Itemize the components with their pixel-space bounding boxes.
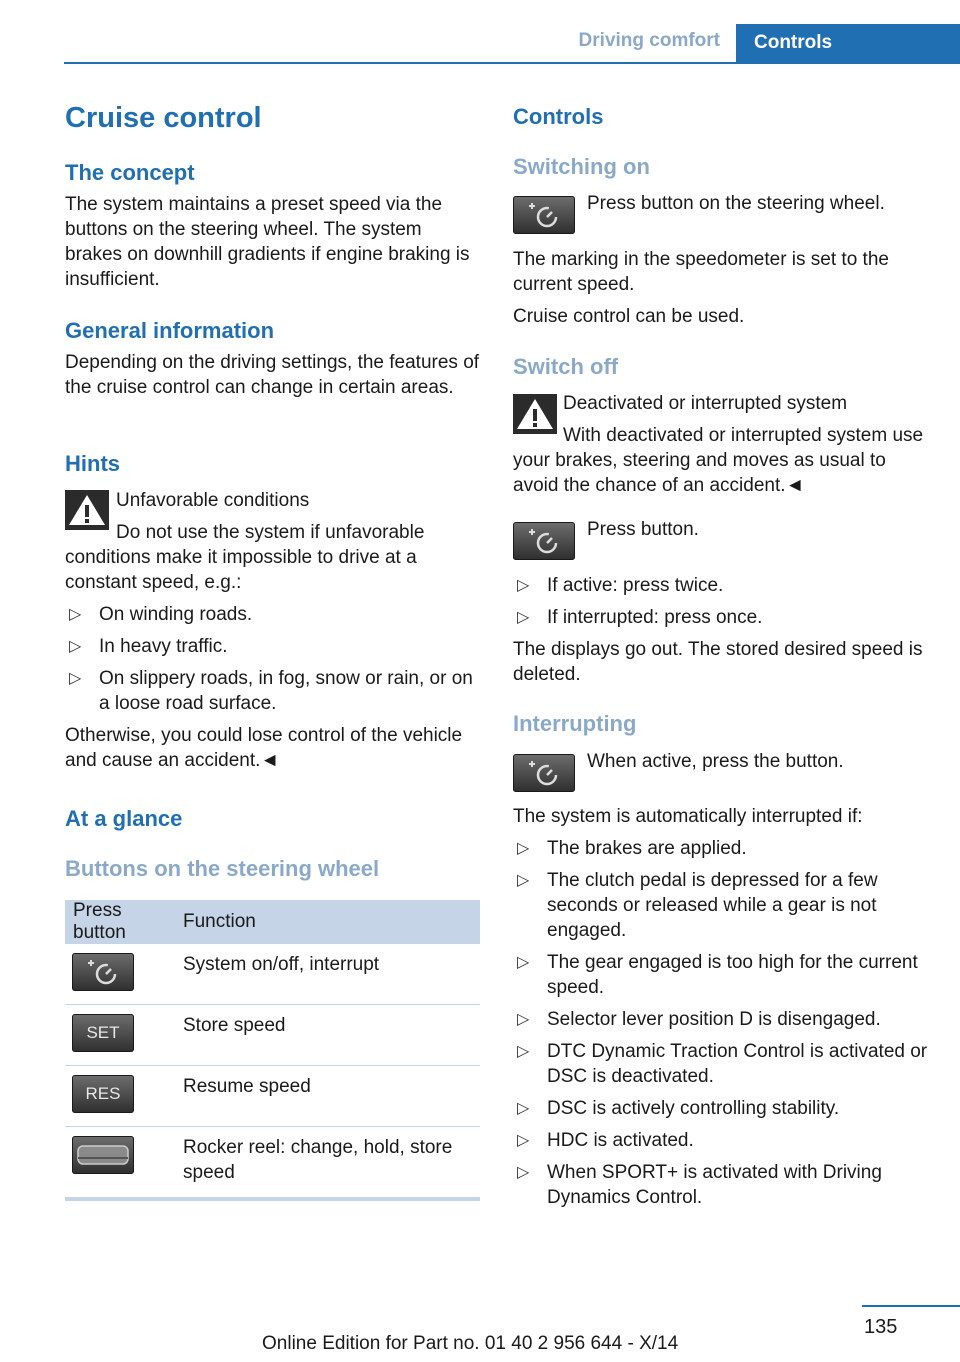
res-button-icon: RES <box>72 1075 134 1113</box>
switch-off-heading: Switch off <box>513 354 619 379</box>
bullet-triangle-icon: ▷ <box>69 606 82 623</box>
switch-on-text: Press button on the steering wheel. <box>587 193 885 214</box>
page-number: 135 <box>864 1316 898 1338</box>
list-item: ▷ The brakes are applied. <box>517 838 747 859</box>
page-title: Cruise control <box>65 102 262 134</box>
table-row <box>65 944 480 1005</box>
bullet-triangle-icon: ▷ <box>517 1132 530 1149</box>
warning-title: Deactivated or interrupted system <box>563 393 848 414</box>
table-row <box>65 1127 480 1200</box>
table-row <box>65 1005 480 1066</box>
controls-heading: Controls <box>513 104 604 129</box>
table-cell-function: Store speed <box>175 1005 480 1066</box>
page-header <box>64 24 960 64</box>
bullet-triangle-icon: ▷ <box>517 840 530 857</box>
cruise-control-icon <box>513 754 575 792</box>
table-header-row <box>65 900 480 944</box>
press-button-text: Press button. <box>587 519 699 540</box>
table-cell-function: Rocker reel: change, hold, store speed <box>175 1127 480 1200</box>
interrupting-heading: Interrupting <box>513 711 637 736</box>
table-cell-function: System on/off, interrupt <box>175 944 480 1005</box>
interrupt-bullet-list <box>513 836 928 1217</box>
table-header-press-button: Press button <box>65 900 175 944</box>
buttons-heading: Buttons on the steering wheel <box>65 856 380 881</box>
list-item: ▷ DTC Dynamic Traction Control is activated or DSC is deactivated. <box>517 1041 928 1087</box>
concept-heading: The concept <box>65 160 195 185</box>
rocker-reel-icon <box>72 1136 134 1174</box>
bullet-triangle-icon: ▷ <box>517 954 530 971</box>
bullet-triangle-icon: ▷ <box>517 1043 530 1060</box>
cruise-control-icon <box>513 522 575 560</box>
list-item: ▷ On slippery roads, in fog, snow or rain, or on a loose road surface. <box>69 668 473 714</box>
can-be-used-text: Cruise control can be used. <box>513 306 745 327</box>
header-chapter-tab: Controls <box>736 24 960 62</box>
warning-text: With deactivated or interrupted system use your brakes, steering and moves as usual to avoid the chance of an accident.◄ <box>513 425 924 496</box>
list-item: ▷ HDC is activated. <box>517 1130 694 1151</box>
list-item: ▷ Selector lever position D is disengaged. <box>517 1009 881 1030</box>
list-item: ▷ When SPORT+ is activated with Driving Dynamics Control. <box>517 1162 882 1208</box>
table-header-function: Function <box>175 900 480 944</box>
hint-title: Unfavorable conditions <box>116 490 310 511</box>
bullet-triangle-icon: ▷ <box>517 872 530 889</box>
marking-text: The marking in the speedometer is set to the current speed. <box>513 249 889 295</box>
hints-heading: Hints <box>65 451 120 476</box>
displays-out-text: The displays go out. The stored desired speed is deleted. <box>513 639 923 685</box>
general-text: Depending on the driving settings, the features of the cruise control can change in certain areas. <box>65 352 480 398</box>
hint-text: Do not use the system if unfavorable conditions make it impossible to drive at a constant speed, e.g.: <box>65 522 425 593</box>
footer-rule <box>862 1305 960 1307</box>
table-row <box>65 1066 480 1127</box>
switch-on-heading: Switching on <box>513 154 650 179</box>
switch-off-bullet-list <box>513 573 928 637</box>
cruise-control-icon <box>513 196 575 234</box>
when-active-text: When active, press the button. <box>587 751 844 772</box>
table-cell-function: Resume speed <box>175 1066 480 1127</box>
auto-interrupt-text: The system is automatically interrupted if: <box>513 806 863 827</box>
general-heading: General information <box>65 318 275 343</box>
glance-heading: At a glance <box>65 806 183 831</box>
list-item: ▷ If active: press twice. <box>517 575 724 596</box>
list-item: ▷ DSC is actively controlling stability. <box>517 1098 840 1119</box>
list-item: ▷ If interrupted: press once. <box>517 607 763 628</box>
cruise-control-icon <box>72 953 134 991</box>
header-section: Driving comfort <box>578 30 720 51</box>
bullet-triangle-icon: ▷ <box>517 577 530 594</box>
bullet-triangle-icon: ▷ <box>517 1100 530 1117</box>
buttons-table <box>65 900 480 1201</box>
bullet-triangle-icon: ▷ <box>517 1011 530 1028</box>
hint-outro: Otherwise, you could lose control of the vehicle and cause an accident.◄ <box>65 725 463 771</box>
list-item: ▷ In heavy traffic. <box>69 636 228 657</box>
hint-bullet-list <box>65 602 480 723</box>
bullet-triangle-icon: ▷ <box>69 670 82 687</box>
bullet-triangle-icon: ▷ <box>69 638 82 655</box>
edition-text: Online Edition for Part no. 01 40 2 956 644 - X/14 <box>262 1333 679 1354</box>
concept-text: The system maintains a preset speed via the buttons on the steering wheel. The system brakes on downhill gradients if engine braking is insufficient. <box>65 194 470 290</box>
set-button-icon: SET <box>72 1014 134 1052</box>
bullet-triangle-icon: ▷ <box>517 609 530 626</box>
list-item: ▷ The gear engaged is too high for the current speed. <box>517 952 918 998</box>
bullet-triangle-icon: ▷ <box>517 1164 530 1181</box>
list-item: ▷ The clutch pedal is depressed for a few seconds or released while a gear is not engaged. <box>517 870 878 941</box>
list-item: ▷ On winding roads. <box>69 604 253 625</box>
